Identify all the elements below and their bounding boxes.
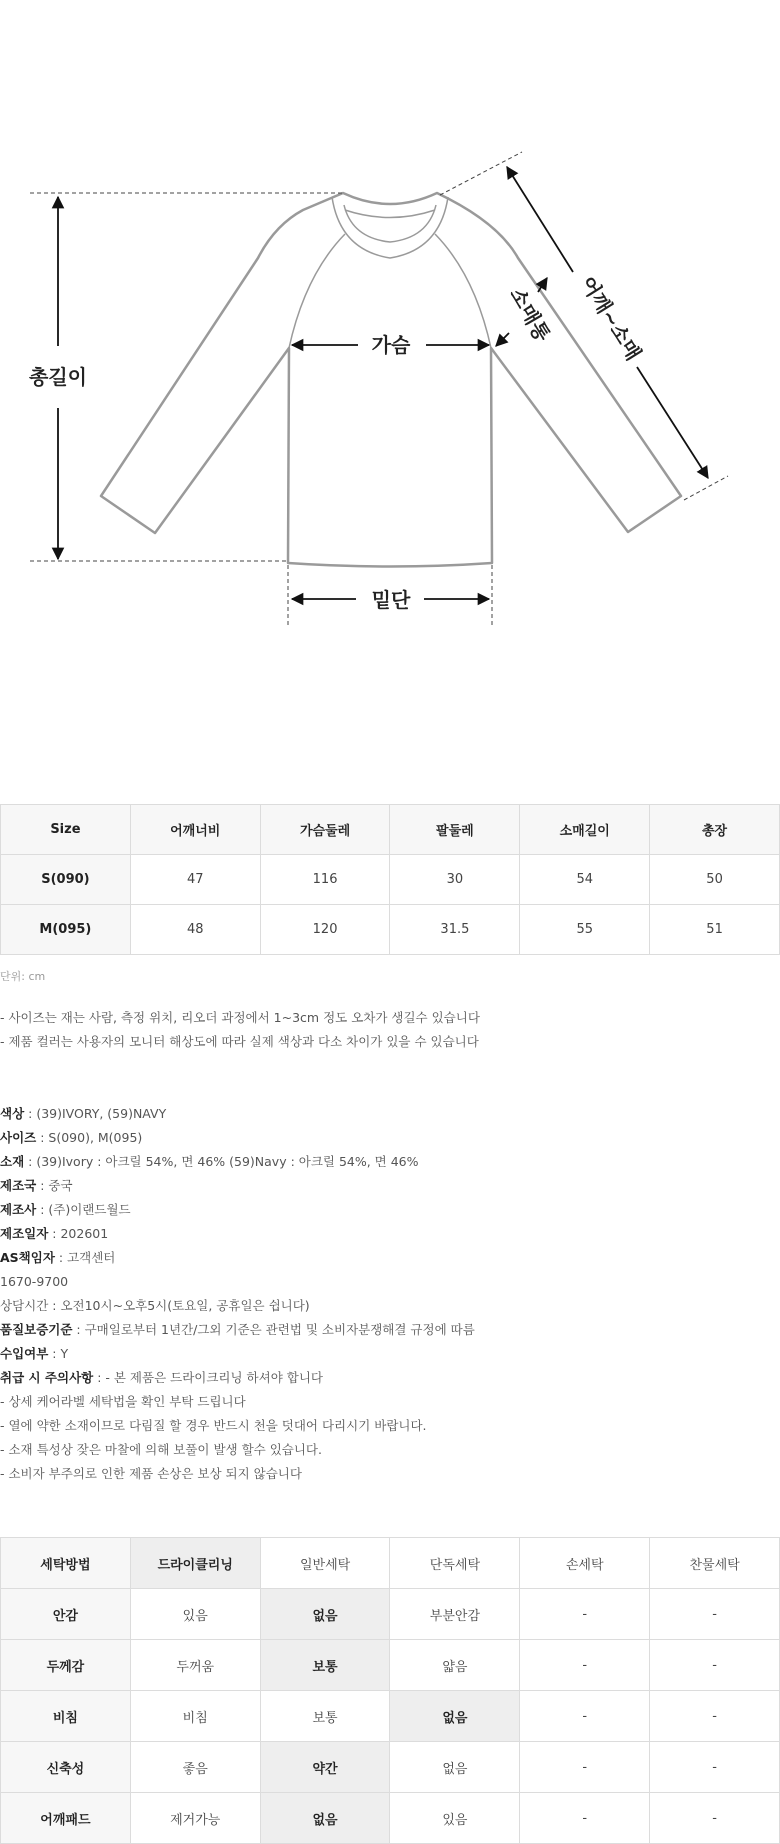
care-cell: 없음 bbox=[390, 1742, 520, 1793]
size-notes bbox=[0, 1006, 480, 1054]
size-cell: 51 bbox=[650, 905, 780, 955]
info-line bbox=[0, 1366, 475, 1390]
unit-note: 단위: cm bbox=[0, 970, 46, 983]
info-line bbox=[0, 1198, 475, 1222]
care-row-label: 두께감 bbox=[1, 1640, 131, 1691]
info-value: - 소비자 부주의로 인한 제품 손상은 보상 되지 않습니다 bbox=[0, 1466, 302, 1481]
care-cell: 좋음 bbox=[130, 1742, 260, 1793]
info-value: : (주)이랜드월드 bbox=[36, 1202, 131, 1217]
chest-label: 가슴 bbox=[371, 333, 411, 357]
info-value: : Y bbox=[48, 1346, 69, 1361]
info-label: 제조국 bbox=[0, 1178, 37, 1193]
hem-label: 밑단 bbox=[371, 588, 411, 612]
care-cell: - bbox=[520, 1691, 650, 1742]
table-row bbox=[1, 1640, 780, 1691]
size-header-size: Size bbox=[1, 805, 131, 855]
info-line bbox=[0, 1222, 475, 1246]
care-cell: - bbox=[650, 1742, 780, 1793]
info-value: - 소재 특성상 잦은 마찰에 의해 보풀이 발생 할수 있습니다. bbox=[0, 1442, 322, 1457]
size-cell: 30 bbox=[390, 855, 520, 905]
info-line bbox=[0, 1174, 475, 1198]
table-row bbox=[1, 1691, 780, 1742]
care-cell: - bbox=[650, 1640, 780, 1691]
care-cell: 있음 bbox=[390, 1793, 520, 1844]
info-line bbox=[0, 1126, 475, 1150]
care-cell: 단독세탁 bbox=[390, 1538, 520, 1589]
info-line bbox=[0, 1102, 475, 1126]
info-value: : 중국 bbox=[36, 1178, 73, 1193]
care-cell: 약간 bbox=[260, 1742, 390, 1793]
sweater-outline bbox=[101, 193, 681, 567]
table-row bbox=[1, 855, 780, 905]
size-measurement-diagram bbox=[0, 0, 780, 760]
care-row-label: 세탁방법 bbox=[1, 1538, 131, 1589]
size-cell: 54 bbox=[520, 855, 650, 905]
size-header-sleeve: 소매길이 bbox=[520, 805, 650, 855]
total-length-label: 총길이 bbox=[29, 365, 87, 389]
care-cell: 찬물세탁 bbox=[650, 1538, 780, 1589]
size-cell: M(095) bbox=[1, 905, 131, 955]
size-table-header bbox=[1, 805, 780, 855]
note-line: - 사이즈는 재는 사람, 측정 위치, 리오더 과정에서 1~3cm 정도 오차가 생길수 있습니다 bbox=[0, 1010, 480, 1025]
info-value: - 상세 케어라벨 세탁법을 확인 부탁 드립니다 bbox=[0, 1394, 246, 1409]
care-cell: 없음 bbox=[390, 1691, 520, 1742]
care-cell: - bbox=[520, 1742, 650, 1793]
care-cell: - bbox=[520, 1793, 650, 1844]
table-row bbox=[1, 1793, 780, 1844]
care-cell: 부분안감 bbox=[390, 1589, 520, 1640]
size-cell: 48 bbox=[130, 905, 260, 955]
care-cell: 얇음 bbox=[390, 1640, 520, 1691]
info-label: 색상 bbox=[0, 1106, 25, 1121]
table-row bbox=[1, 905, 780, 955]
care-cell: 드라이클리닝 bbox=[130, 1538, 260, 1589]
care-cell: - bbox=[650, 1589, 780, 1640]
info-line bbox=[0, 1294, 475, 1318]
info-label: 수입여부 bbox=[0, 1346, 49, 1361]
info-line bbox=[0, 1414, 475, 1438]
table-row bbox=[1, 1589, 780, 1640]
care-cell: 보통 bbox=[260, 1640, 390, 1691]
info-value: : 구매일로부터 1년간/그외 기준은 관련법 및 소비자분쟁해결 규정에 따름 bbox=[72, 1322, 475, 1337]
care-cell: - bbox=[650, 1691, 780, 1742]
care-cell: 손세탁 bbox=[520, 1538, 650, 1589]
info-line bbox=[0, 1462, 475, 1486]
info-value: 상담시간 : 오전10시~오후5시(토요일, 공휴일은 쉽니다) bbox=[0, 1298, 310, 1313]
size-cell: 120 bbox=[260, 905, 390, 955]
size-cell: 47 bbox=[130, 855, 260, 905]
size-header-chest: 가슴둘레 bbox=[260, 805, 390, 855]
size-header-length: 총장 bbox=[650, 805, 780, 855]
info-value: : (39)IVORY, (59)NAVY bbox=[24, 1106, 167, 1121]
care-cell: - bbox=[650, 1793, 780, 1844]
info-line bbox=[0, 1342, 475, 1366]
care-cell: 없음 bbox=[260, 1793, 390, 1844]
size-table bbox=[0, 804, 780, 955]
info-line bbox=[0, 1318, 475, 1342]
info-label: 품질보증기준 bbox=[0, 1322, 73, 1337]
care-cell: - bbox=[520, 1589, 650, 1640]
size-cell: 31.5 bbox=[390, 905, 520, 955]
info-line bbox=[0, 1390, 475, 1414]
size-header-shoulder: 어깨너비 bbox=[130, 805, 260, 855]
care-row-label: 안감 bbox=[1, 1589, 131, 1640]
sleeve-width-label: 소매통 bbox=[505, 283, 555, 346]
info-line bbox=[0, 1246, 475, 1270]
info-value: 1670-9700 bbox=[0, 1274, 69, 1289]
info-value: : 202601 bbox=[48, 1226, 109, 1241]
care-row-label: 어깨패드 bbox=[1, 1793, 131, 1844]
info-line bbox=[0, 1150, 475, 1174]
shoulder-sleeve-label: 어깨~소매 bbox=[575, 272, 647, 365]
size-cell: 55 bbox=[520, 905, 650, 955]
care-row-label: 비침 bbox=[1, 1691, 131, 1742]
info-value: : 고객센터 bbox=[54, 1250, 116, 1265]
care-cell: - bbox=[520, 1640, 650, 1691]
info-label: 제조일자 bbox=[0, 1226, 49, 1241]
size-cell: 116 bbox=[260, 855, 390, 905]
table-row bbox=[1, 1538, 780, 1589]
info-label: 취급 시 주의사항 bbox=[0, 1370, 94, 1385]
care-cell: 두꺼움 bbox=[130, 1640, 260, 1691]
info-value: : S(090), M(095) bbox=[36, 1130, 143, 1145]
care-cell: 없음 bbox=[260, 1589, 390, 1640]
note-line: - 제품 컬러는 사용자의 모니터 해상도에 따라 실제 색상과 다소 차이가 있을 수 있습니다 bbox=[0, 1034, 479, 1049]
info-value: - 열에 약한 소재이므로 다림질 할 경우 반드시 천을 덧대어 다리시기 바랍니다. bbox=[0, 1418, 427, 1433]
care-cell: 있음 bbox=[130, 1589, 260, 1640]
info-value: : (39)Ivory : 아크릴 54%, 면 46% (59)Navy : 아크릴 54%, 면 46% bbox=[24, 1154, 419, 1169]
info-label: 소재 bbox=[0, 1154, 25, 1169]
size-cell: S(090) bbox=[1, 855, 131, 905]
care-cell: 제거가능 bbox=[130, 1793, 260, 1844]
info-line bbox=[0, 1270, 475, 1294]
care-cell: 일반세탁 bbox=[260, 1538, 390, 1589]
info-label: AS책임자 bbox=[0, 1250, 55, 1265]
care-cell: 비침 bbox=[130, 1691, 260, 1742]
size-cell: 50 bbox=[650, 855, 780, 905]
info-label: 사이즈 bbox=[0, 1130, 37, 1145]
product-info bbox=[0, 1102, 475, 1486]
care-table bbox=[0, 1537, 780, 1844]
care-cell: 보통 bbox=[260, 1691, 390, 1742]
table-row bbox=[1, 1742, 780, 1793]
info-line bbox=[0, 1438, 475, 1462]
info-label: 제조사 bbox=[0, 1202, 37, 1217]
care-row-label: 신축성 bbox=[1, 1742, 131, 1793]
info-value: : - 본 제품은 드라이크리닝 하셔야 합니다 bbox=[93, 1370, 323, 1385]
size-header-arm: 팔둘레 bbox=[390, 805, 520, 855]
